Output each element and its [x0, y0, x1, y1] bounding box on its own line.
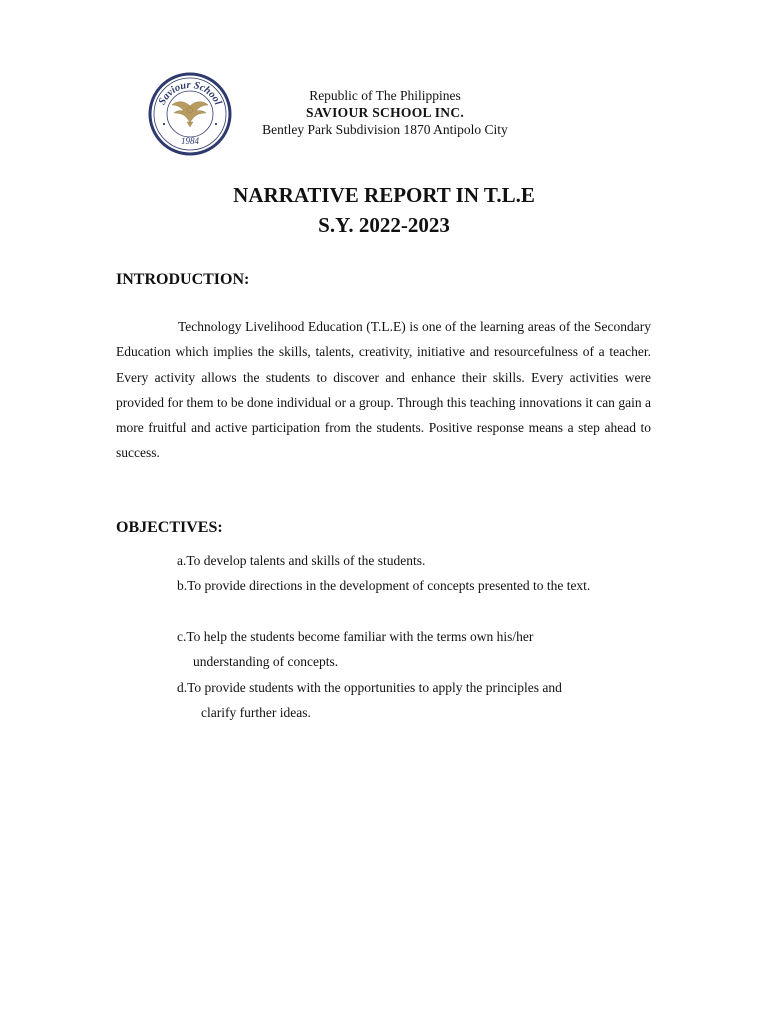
title-line-1: NARRATIVE REPORT IN T.L.E: [233, 183, 535, 207]
objective-a: a.To develop talents and skills of the students.: [177, 553, 426, 568]
svg-text:Saviour School: Saviour School: [156, 79, 224, 107]
introduction-paragraph: [116, 314, 651, 466]
objective-d-line-2: clarify further ideas.: [201, 705, 311, 720]
objective-c-line-2: understanding of concepts.: [193, 654, 339, 669]
letterhead: [240, 87, 530, 138]
objective-c-line-1: c.To help the students become familiar with the terms own his/her: [177, 629, 534, 644]
school-address: Bentley Park Subdivision 1870 Antipolo City: [262, 122, 508, 137]
title-line-2: S.Y. 2022-2023: [318, 213, 450, 237]
svg-text:1984: 1984: [181, 136, 199, 146]
objective-b-text: b.To provide directions in the development of concepts presented to the text.: [177, 578, 591, 593]
objective-d-line-1: d.To provide students with the opportunities to apply the principles and: [177, 680, 562, 695]
school-seal-logo: [148, 72, 232, 156]
school-name: SAVIOUR SCHOOL INC.: [305, 105, 465, 120]
objective-b: [116, 573, 651, 599]
introduction-body: Technology Livelihood Education (T.L.E) is one of the learning areas of the Secondary Education which implies the skills, talents, creativity, initiative and resourcefulness of a teacher. Every activity allows the students to discover and enhance their skills. Every activities were provided for them to be done individual or a group. Through this teaching innovations it can gain a more fruitful and active participation from the students. Positive response means a step ahead to success.: [116, 319, 651, 461]
republic-line: Republic of The Philippines: [309, 88, 461, 103]
objectives-heading: OBJECTIVES:: [116, 519, 223, 536]
report-title: [0, 180, 768, 240]
introduction-heading: INTRODUCTION:: [116, 271, 250, 288]
